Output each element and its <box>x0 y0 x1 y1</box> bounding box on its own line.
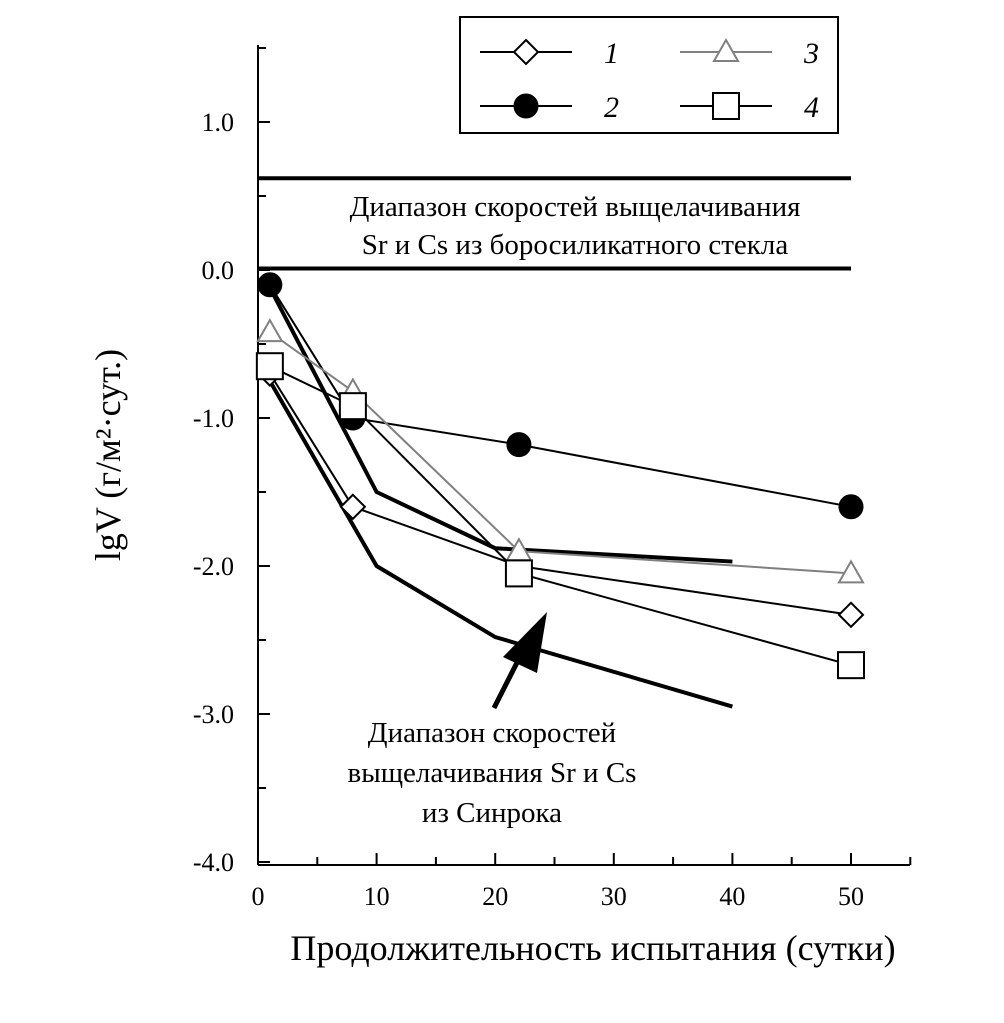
x-tick-label: 40 <box>719 882 746 911</box>
y-tick-label: 0.0 <box>201 256 234 285</box>
legend-label-2: 2 <box>604 91 619 124</box>
y-tick-label: -1.0 <box>192 404 234 433</box>
legend-box <box>460 17 838 133</box>
x-ticks <box>252 853 911 911</box>
x-tick-label: 30 <box>600 882 627 911</box>
y-tick-label: -2.0 <box>192 552 234 581</box>
legend-marker-4 <box>713 93 739 119</box>
x-tick-label: 20 <box>482 882 509 911</box>
legend <box>460 17 838 133</box>
x-tick-label: 10 <box>363 882 390 911</box>
legend-label-3: 3 <box>804 37 819 70</box>
series-lines <box>270 285 851 665</box>
synroc-range-annotation-line1: Диапазон скоростей <box>367 717 617 749</box>
legend-label-4: 4 <box>804 91 819 124</box>
legend-marker-2 <box>514 94 538 118</box>
synroc-range-annotation-line2: выщелачивания Sr и Cs <box>347 757 637 789</box>
data-point-series-4 <box>506 560 532 586</box>
data-point-series-4 <box>340 393 366 419</box>
data-point-series-3 <box>258 320 282 341</box>
x-tick-label: 0 <box>251 882 265 911</box>
data-point-series-2 <box>507 433 531 457</box>
synroc-range-annotation-line3: из Синрока <box>421 797 563 829</box>
y-axis-title: lgV (г/м²·сут.) <box>88 348 128 562</box>
x-axis-title: Продолжительность испытания (сутки) <box>290 928 896 968</box>
glass-range-annotation-line1: Диапазон скоростей выщелачивания <box>349 191 801 223</box>
y-tick-label: -4.0 <box>192 848 234 877</box>
series-markers <box>257 273 864 678</box>
data-point-series-4 <box>838 652 864 678</box>
data-point-series-1 <box>341 495 365 519</box>
y-tick-label: 1.0 <box>201 108 234 137</box>
glass-range-annotation-line2: Sr и Cs из боросиликатного стекла <box>361 229 789 261</box>
y-tick-label: -3.0 <box>192 700 234 729</box>
range-line-synroc-upper <box>270 288 733 562</box>
data-point-series-4 <box>257 353 283 379</box>
arrow-icon <box>494 612 547 708</box>
data-point-series-2 <box>258 273 282 297</box>
range-line-synroc-lower <box>270 381 733 707</box>
x-tick-label: 50 <box>838 882 864 911</box>
legend-label-1: 1 <box>604 37 619 70</box>
data-point-series-2 <box>839 495 863 519</box>
data-point-series-1 <box>839 603 863 627</box>
